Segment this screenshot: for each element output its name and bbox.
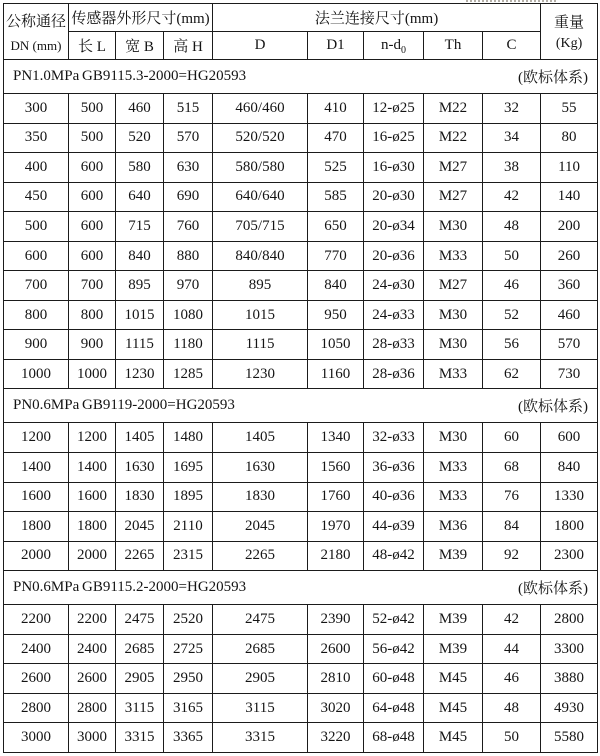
table-cell: M33: [424, 241, 483, 271]
table-cell: 520: [116, 123, 164, 153]
table-cell: 515: [164, 94, 213, 124]
table-cell: 600: [69, 182, 116, 212]
table-cell: 715: [116, 212, 164, 242]
table-cell: 1230: [213, 359, 308, 389]
section-pressure-label: PN1.0MPa: [13, 68, 80, 84]
table-cell: 1695: [164, 453, 213, 483]
table-cell: 2045: [213, 512, 308, 542]
section-header-row: [4, 389, 598, 423]
table-cell: 1000: [4, 359, 69, 389]
table-cell: 36-ø36: [364, 453, 424, 483]
table-cell: M33: [424, 482, 483, 512]
table-cell: 52-ø42: [364, 605, 424, 635]
table-row: [4, 453, 598, 483]
table-row: [4, 664, 598, 694]
table-cell: 2400: [69, 634, 116, 664]
table-row: [4, 359, 598, 389]
table-cell: 2475: [116, 605, 164, 635]
table-cell: 50: [483, 723, 541, 753]
table-cell: 28-ø36: [364, 359, 424, 389]
table-cell: M39: [424, 541, 483, 571]
header-nominal-diameter: [4, 4, 69, 60]
table-row: [4, 512, 598, 542]
table-cell: 525: [308, 153, 364, 183]
table-cell: 640/640: [213, 182, 308, 212]
table-cell: 3315: [213, 723, 308, 753]
table-cell: 1340: [308, 423, 364, 453]
table-cell: 2800: [4, 693, 69, 723]
table-cell: 1285: [164, 359, 213, 389]
table-cell: 2265: [116, 541, 164, 571]
table-cell: 900: [4, 330, 69, 360]
table-cell: M30: [424, 212, 483, 242]
table-cell: 570: [541, 330, 598, 360]
section-header-row: [4, 60, 598, 94]
table-cell: M22: [424, 123, 483, 153]
table-row: [4, 241, 598, 271]
table-cell: 56: [483, 330, 541, 360]
table-cell: 42: [483, 605, 541, 635]
table-cell: 460: [541, 300, 598, 330]
table-cell: 48: [483, 212, 541, 242]
table-cell: 600: [69, 212, 116, 242]
header-row-subcolumns: [4, 32, 598, 60]
table-cell: 630: [164, 153, 213, 183]
table-cell: 600: [69, 241, 116, 271]
table-cell: 1015: [213, 300, 308, 330]
table-cell: 840: [308, 271, 364, 301]
table-cell: 1400: [4, 453, 69, 483]
table-cell: 3365: [164, 723, 213, 753]
table-cell: M27: [424, 182, 483, 212]
table-cell: 24-ø33: [364, 300, 424, 330]
table-cell: 62: [483, 359, 541, 389]
table-cell: 2200: [69, 605, 116, 635]
table-cell: 500: [69, 123, 116, 153]
table-cell: 28-ø33: [364, 330, 424, 360]
table-cell: 1050: [308, 330, 364, 360]
section-header-cell: [4, 571, 598, 605]
header-th: Th: [424, 32, 483, 60]
table-cell: 705/715: [213, 212, 308, 242]
table-cell: 1180: [164, 330, 213, 360]
table-cell: M33: [424, 359, 483, 389]
table-cell: 2685: [213, 634, 308, 664]
table-row: [4, 182, 598, 212]
section-note-label: (欧标体系): [518, 70, 589, 86]
table-cell: 1115: [213, 330, 308, 360]
table-cell: 16-ø30: [364, 153, 424, 183]
table-cell: 46: [483, 271, 541, 301]
table-cell: 2905: [116, 664, 164, 694]
table-cell: M39: [424, 605, 483, 635]
table-cell: 3000: [69, 723, 116, 753]
table-row: [4, 300, 598, 330]
table-cell: 3000: [4, 723, 69, 753]
table-row: [4, 723, 598, 753]
table-cell: 760: [164, 212, 213, 242]
table-cell: 570: [164, 123, 213, 153]
table-cell: 3880: [541, 664, 598, 694]
table-cell: 3165: [164, 693, 213, 723]
table-cell: 55: [541, 94, 598, 124]
table-cell: 32: [483, 94, 541, 124]
table-cell: 20-ø36: [364, 241, 424, 271]
table-cell: 60: [483, 423, 541, 453]
header-weight-cn: 重量: [554, 15, 585, 31]
table-cell: 1000: [69, 359, 116, 389]
table-cell: 5580: [541, 723, 598, 753]
table-cell: 690: [164, 182, 213, 212]
table-cell: 600: [69, 153, 116, 183]
table-cell: 16-ø25: [364, 123, 424, 153]
section-header-cell: [4, 389, 598, 423]
section-header-row: [4, 571, 598, 605]
table-cell: 2950: [164, 664, 213, 694]
table-row: [4, 605, 598, 635]
table-cell: 450: [4, 182, 69, 212]
table-cell: 2180: [308, 541, 364, 571]
header-height-h: 高 H: [164, 32, 213, 60]
table-cell: M27: [424, 153, 483, 183]
table-cell: 500: [4, 212, 69, 242]
table-cell: 1480: [164, 423, 213, 453]
table-cell: 2600: [69, 664, 116, 694]
table-cell: 580/580: [213, 153, 308, 183]
table-cell: 20-ø30: [364, 182, 424, 212]
table-cell: 2600: [4, 664, 69, 694]
section-note-label: (欧标体系): [518, 399, 589, 416]
table-cell: 840: [116, 241, 164, 271]
table-cell: 1970: [308, 512, 364, 542]
table-cell: 48-ø42: [364, 541, 424, 571]
table-cell: 50: [483, 241, 541, 271]
table-cell: 840: [541, 453, 598, 483]
table-cell: 460: [116, 94, 164, 124]
table-cell: 2725: [164, 634, 213, 664]
table-cell: 2110: [164, 512, 213, 542]
table-cell: 2520: [164, 605, 213, 635]
table-cell: M30: [424, 423, 483, 453]
table-header: [4, 4, 598, 60]
table-cell: 1600: [69, 482, 116, 512]
table-cell: M36: [424, 512, 483, 542]
table-cell: 110: [541, 153, 598, 183]
table-cell: 3115: [213, 693, 308, 723]
section-standard-label: GB9119-2000=HG20593: [82, 397, 235, 414]
table-cell: 48: [483, 693, 541, 723]
table-cell: M39: [424, 634, 483, 664]
table-row: [4, 693, 598, 723]
table-cell: M30: [424, 330, 483, 360]
table-cell: 880: [164, 241, 213, 271]
table-cell: 46: [483, 664, 541, 694]
header-weight: [541, 4, 598, 60]
table-cell: 68: [483, 453, 541, 483]
table-cell: 2400: [4, 634, 69, 664]
table-cell: 56-ø42: [364, 634, 424, 664]
section-standard-label: GB9115.2-2000=HG20593: [82, 579, 247, 596]
table-row: [4, 423, 598, 453]
table-cell: 1600: [4, 482, 69, 512]
table-cell: 1015: [116, 300, 164, 330]
table-cell: 1405: [213, 423, 308, 453]
table-cell: M45: [424, 693, 483, 723]
table-cell: 2300: [541, 541, 598, 571]
table-cell: 360: [541, 271, 598, 301]
table-cell: 34: [483, 123, 541, 153]
table-cell: 12-ø25: [364, 94, 424, 124]
table-cell: 2315: [164, 541, 213, 571]
dimension-spec-table: [3, 3, 598, 753]
table-cell: 76: [483, 482, 541, 512]
table-cell: 4930: [541, 693, 598, 723]
table-cell: 1080: [164, 300, 213, 330]
header-row-groups: [4, 4, 598, 32]
table-cell: 350: [4, 123, 69, 153]
table-cell: 1200: [4, 423, 69, 453]
table-cell: 770: [308, 241, 364, 271]
table-cell: 1630: [213, 453, 308, 483]
table-cell: 200: [541, 212, 598, 242]
table-cell: 2000: [69, 541, 116, 571]
table-cell: 1200: [69, 423, 116, 453]
table-cell: M30: [424, 300, 483, 330]
table-cell: 580: [116, 153, 164, 183]
table-cell: 1400: [69, 453, 116, 483]
section-standard-label: GB9115.3-2000=HG20593: [82, 68, 247, 84]
table-cell: M45: [424, 723, 483, 753]
header-nominal-diameter-cn: 公称通径: [5, 13, 66, 30]
table-cell: 1830: [213, 482, 308, 512]
table-cell: 140: [541, 182, 598, 212]
table-cell: 44: [483, 634, 541, 664]
table-cell: 600: [4, 241, 69, 271]
table-cell: M33: [424, 453, 483, 483]
header-nominal-diameter-unit: DN (mm): [10, 37, 62, 53]
table-cell: 84: [483, 512, 541, 542]
header-flange-connection-group: 法兰连接尺寸(mm): [213, 4, 541, 32]
table-cell: 1760: [308, 482, 364, 512]
table-cell: 60-ø48: [364, 664, 424, 694]
table-cell: 300: [4, 94, 69, 124]
table-cell: 1895: [164, 482, 213, 512]
table-cell: 460/460: [213, 94, 308, 124]
table-row: [4, 634, 598, 664]
header-width-b: 宽 B: [116, 32, 164, 60]
table-cell: 1230: [116, 359, 164, 389]
table-cell: 44-ø39: [364, 512, 424, 542]
table-cell: 68-ø48: [364, 723, 424, 753]
table-cell: 2475: [213, 605, 308, 635]
table-cell: 2810: [308, 664, 364, 694]
table-cell: M45: [424, 664, 483, 694]
header-weight-unit: (Kg): [555, 36, 583, 51]
top-dotted-line-artifact: [466, 0, 556, 2]
table-cell: 895: [213, 271, 308, 301]
header-d1: D1: [308, 32, 364, 60]
table-cell: 20-ø34: [364, 212, 424, 242]
table-cell: 400: [4, 153, 69, 183]
table-cell: 970: [164, 271, 213, 301]
table-cell: 640: [116, 182, 164, 212]
table-row: [4, 212, 598, 242]
section-header-cell: [4, 60, 598, 94]
header-n-d0: $n-d_0$: [364, 32, 424, 60]
table-cell: 520/520: [213, 123, 308, 153]
table-cell: 80: [541, 123, 598, 153]
header-sensor-dimensions-group: 传感器外形尺寸(mm): [69, 4, 213, 32]
table-row: [4, 123, 598, 153]
table-row: [4, 330, 598, 360]
table-cell: 410: [308, 94, 364, 124]
table-cell: 1560: [308, 453, 364, 483]
table-cell: 900: [69, 330, 116, 360]
header-d: D: [213, 32, 308, 60]
table-cell: 42: [483, 182, 541, 212]
table-cell: 730: [541, 359, 598, 389]
table-cell: M22: [424, 94, 483, 124]
table-cell: 3300: [541, 634, 598, 664]
table-cell: 800: [69, 300, 116, 330]
table-cell: 2200: [4, 605, 69, 635]
table-cell: 52: [483, 300, 541, 330]
table-cell: 700: [4, 271, 69, 301]
table-cell: 2600: [308, 634, 364, 664]
section-pressure-label: PN0.6MPa: [13, 397, 80, 414]
table-cell: 40-ø36: [364, 482, 424, 512]
table-row: [4, 482, 598, 512]
table-cell: 1800: [69, 512, 116, 542]
table-cell: M27: [424, 271, 483, 301]
table-cell: 2800: [69, 693, 116, 723]
table-cell: 1800: [4, 512, 69, 542]
table-row: [4, 541, 598, 571]
table-cell: 840/840: [213, 241, 308, 271]
table-row: [4, 271, 598, 301]
table-cell: 3115: [116, 693, 164, 723]
table-cell: 2685: [116, 634, 164, 664]
section-pressure-label: PN0.6MPa: [13, 579, 80, 596]
table-cell: 950: [308, 300, 364, 330]
table-cell: 1160: [308, 359, 364, 389]
table-cell: 260: [541, 241, 598, 271]
table-cell: 1830: [116, 482, 164, 512]
table-cell: 1630: [116, 453, 164, 483]
table-cell: 650: [308, 212, 364, 242]
table-cell: 585: [308, 182, 364, 212]
table-cell: 2045: [116, 512, 164, 542]
table-cell: 38: [483, 153, 541, 183]
table-cell: 1405: [116, 423, 164, 453]
table-cell: 3020: [308, 693, 364, 723]
table-body: [4, 60, 598, 753]
table-cell: 1800: [541, 512, 598, 542]
table-cell: 800: [4, 300, 69, 330]
table-cell: 64-ø48: [364, 693, 424, 723]
table-cell: 24-ø30: [364, 271, 424, 301]
header-length-l: 长 L: [69, 32, 116, 60]
table-cell: 895: [116, 271, 164, 301]
section-note-label: (欧标体系): [518, 581, 589, 598]
table-cell: 3315: [116, 723, 164, 753]
table-cell: 470: [308, 123, 364, 153]
table-cell: 2905: [213, 664, 308, 694]
table-cell: 2800: [541, 605, 598, 635]
table-cell: 700: [69, 271, 116, 301]
table-cell: 600: [541, 423, 598, 453]
table-row: [4, 94, 598, 124]
table-cell: 2390: [308, 605, 364, 635]
table-cell: 2000: [4, 541, 69, 571]
table-cell: 3220: [308, 723, 364, 753]
header-c: C: [483, 32, 541, 60]
table-cell: 2265: [213, 541, 308, 571]
table-row: [4, 153, 598, 183]
table-cell: 1330: [541, 482, 598, 512]
table-cell: 1115: [116, 330, 164, 360]
table-cell: 92: [483, 541, 541, 571]
table-cell: 32-ø33: [364, 423, 424, 453]
table-cell: 500: [69, 94, 116, 124]
